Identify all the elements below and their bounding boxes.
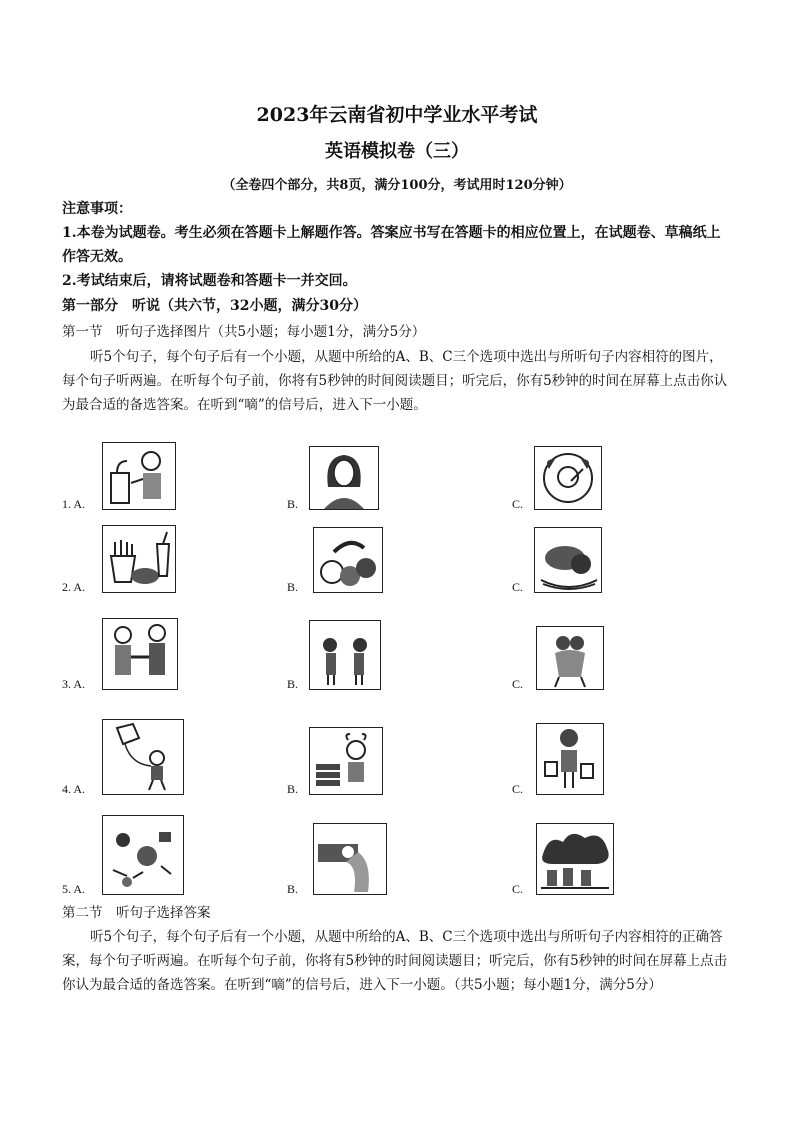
question-label: C.	[512, 580, 524, 594]
question-2-option-c[interactable]	[512, 503, 732, 595]
question-label: C.	[512, 677, 524, 691]
garbage-picture	[102, 815, 184, 895]
note-item-2: 2.考试结束后，请将试题卷和答题卡一并交回。	[62, 273, 357, 289]
water-pollution-picture	[313, 823, 387, 895]
question-3-option-a[interactable]	[62, 600, 282, 692]
question-4-option-a[interactable]	[62, 705, 282, 797]
section2-title: 第二节 听句子选择答案	[62, 905, 211, 921]
question-2-option-a[interactable]	[62, 503, 282, 595]
question-4-option-c[interactable]	[512, 705, 732, 797]
question-5-option-a[interactable]	[62, 805, 282, 897]
question-4-option-b[interactable]	[287, 705, 507, 797]
hugging-picture	[536, 626, 604, 690]
question-label: B.	[287, 782, 299, 796]
question-label: C.	[512, 782, 524, 796]
question-label: 4. A.	[62, 782, 86, 796]
question-label: C.	[512, 497, 524, 511]
question-label: 3. A.	[62, 677, 86, 691]
notes-heading: 注意事项：	[62, 201, 132, 217]
question-5-option-c[interactable]	[512, 805, 732, 897]
section1-instructions: 听5个句子，每个句子后有一个小题，从题中所给的A、B、C三个选项中选出与所听句子内容相符的图片，每个句子听两遍。在听每个句子前，你将有5秒钟的时间阅读题目；听完后，你有5秒钟的时间在屏幕上点击你认为最合适的备选答案。在听到“嘀”的信号后，进入下一小题。	[62, 349, 728, 413]
exam-title: 2023年云南省初中学业水平考试	[256, 104, 538, 126]
fruit-picture	[313, 527, 383, 593]
question-5-option-b[interactable]	[287, 805, 507, 897]
question-1-option-a[interactable]	[62, 420, 282, 512]
question-label: 5. A.	[62, 882, 86, 896]
girl-reading-picture	[309, 727, 383, 795]
question-label: B.	[287, 497, 299, 511]
fast-food-picture	[102, 525, 176, 593]
flying-kite-picture	[102, 719, 184, 795]
woman-portrait-picture	[309, 446, 379, 510]
question-1-option-b[interactable]	[287, 420, 507, 512]
question-2-option-b[interactable]	[287, 503, 507, 595]
question-3-option-b[interactable]	[287, 600, 507, 692]
question-label: 1. A.	[62, 497, 86, 511]
exam-info: （全卷四个部分，共8页，满分100分，考试用时120分钟）	[222, 178, 572, 193]
question-label: B.	[287, 882, 299, 896]
question-label: B.	[287, 580, 299, 594]
section2-instructions: 听5个句子，每个句子后有一个小题，从题中所给的A、B、C三个选项中选出与所听句子内容相符的正确答案，每个句子听两遍。在听每个句子前，你将有5秒钟的时间阅读题目；听完后，你有5秒钟的时间在屏幕上点击你认为最合适的备选答案。在听到“嘀”的信号后，进入下一小题。（共5小题；每小题1分，满分5分）	[62, 929, 728, 993]
section1-title: 第一节 听句子选择图片（共5小题；每小题1分，满分5分）	[62, 324, 426, 340]
question-label: C.	[512, 882, 524, 896]
note-item-1: 1.本卷为试题卷。考生必须在答题卡上解题作答。答案应书写在答题卡的相应位置上，在试题卷、草稿纸上作答无效。	[62, 225, 721, 265]
question-3-option-c[interactable]	[512, 600, 732, 692]
question-label: 2. A.	[62, 580, 86, 594]
washing-hands-picture	[102, 442, 176, 510]
exam-subtitle: 英语模拟卷（三）	[325, 141, 469, 162]
picture-options-grid	[62, 420, 742, 900]
shopping-picture	[536, 723, 604, 795]
bowing-picture	[309, 620, 381, 690]
question-label: B.	[287, 677, 299, 691]
air-pollution-picture	[536, 823, 614, 895]
question-1-option-c[interactable]	[512, 420, 732, 512]
shaking-hands-picture	[102, 618, 178, 690]
brushing-teeth-picture	[534, 446, 602, 510]
part1-heading: 第一部分 听说（共六节，32小题，满分30分）	[62, 298, 367, 314]
vegetables-picture	[534, 527, 602, 593]
